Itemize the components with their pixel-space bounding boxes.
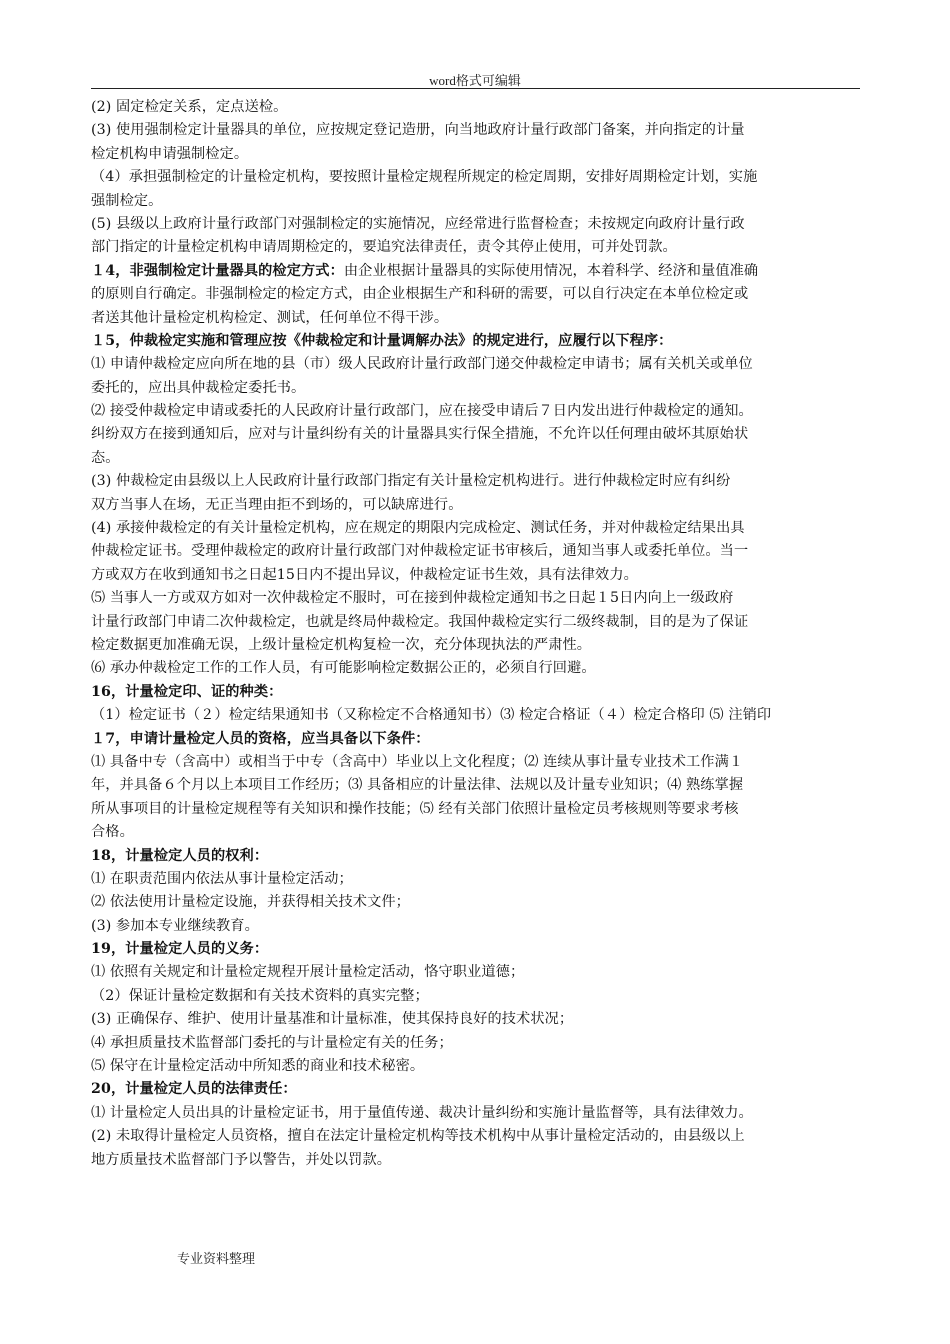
text-line: [91, 260, 860, 283]
text-line: 年，并具备６个月以上本项目工作经历；⑶ 具备相应的计量法律、法规以及计量专业知识；⑷ 熟练掌握: [91, 777, 744, 794]
text-line: (3) 参加本专业继续教育。: [91, 917, 259, 934]
text-line: 合格。: [91, 824, 134, 841]
text-line: 20，计量检定人员的法律责任：: [91, 1081, 297, 1098]
text-line: (3) 仲裁检定由县级以上人民政府计量行政部门指定有关计量检定机构进行。进行仲裁检定时应有纠纷: [91, 473, 731, 490]
text-line: （2）保证计量检定数据和有关技术资料的真实完整；: [91, 987, 429, 1004]
text-line: ⑵ 接受仲裁检定申请或委托的人民政府计量行政部门，应在接受申请后７日内发出进行仲裁检定的通知。: [91, 403, 753, 420]
text-line: 纠纷双方在接到通知后，应对与计量纠纷有关的计量器具实行保全措施，不允许以任何理由破坏其原始状: [91, 426, 749, 443]
text-line: 的原则自行确定。非强制检定的检定方式，由企业根据生产和科研的需要，可以自行决定在本单位检定或: [91, 286, 749, 303]
text-line: 16，计量检定印、证的种类：: [91, 683, 283, 700]
text-line: 检定机构申请强制检定。: [91, 145, 249, 162]
text-line: ⑴ 依照有关规定和计量检定规程开展计量检定活动，恪守职业道德；: [91, 964, 525, 981]
text-line: 计量行政部门申请二次仲裁检定，也就是终局仲裁检定。我国仲裁检定实行二级终裁制，目的是为了保证: [91, 613, 749, 630]
line-bold-prefix: １4，非强制检定计量器具的检定方式：: [91, 262, 344, 279]
text-line: （1）检定证书（２）检定结果通知书（又称检定不合格通知书）⑶ 检定合格证（４）检定合格印 ⑸ 注销印: [91, 707, 772, 724]
text-line: 仲裁检定证书。受理仲裁检定的政府计量行政部门对仲裁检定证书审核后，通知当事人或委托单位。当一: [91, 543, 749, 560]
text-line: １5，仲裁检定实施和管理应按《仲裁检定和计量调解办法》的规定进行，应履行以下程序：: [91, 332, 673, 349]
text-line: ⑴ 在职责范围内依法从事计量检定活动；: [91, 870, 353, 887]
text-line: (2) 未取得计量检定人员资格，擅自在法定计量检定机构等技术机构中从事计量检定活动的，由县级以上: [91, 1128, 745, 1145]
text-line: 地方质量技术监督部门予以警告，并处以罚款。: [91, 1151, 392, 1168]
text-line: 检定数据更加准确无误，上级计量检定机构复检一次，充分体现执法的严肃性。: [91, 636, 592, 653]
text-line: ⑸ 当事人一方或双方如对一次仲裁检定不服时，可在接到仲裁检定通知书之日起１5日内向上一级政府: [91, 590, 734, 607]
text-line: ⑴ 具备中专（含高中）或相当于中专（含高中）毕业以上文化程度；⑵ 连续从事计量专业技术工作满１: [91, 753, 744, 770]
text-line: １7，申请计量检定人员的资格，应当具备以下条件：: [91, 730, 430, 747]
text-line: ⑸ 保守在计量检定活动中所知悉的商业和技术秘密。: [91, 1058, 425, 1075]
text-line: 双方当事人在场，无正当理由拒不到场的，可以缺席进行。: [91, 496, 463, 513]
page-footer: 专业资料整理: [177, 1251, 256, 1266]
text-line: （4）承担强制检定的计量检定机构，要按照计量检定规程所规定的检定周期，安排好周期检定计划，实施: [91, 169, 758, 186]
text-line: 方或双方在收到通知书之日起15日内不提出异议，仲裁检定证书生效，具有法律效力。: [91, 566, 638, 583]
line-rest: 由企业根据计量器具的实际使用情况，本着科学、经济和量值准确: [343, 262, 759, 279]
text-line: ⑷ 承担质量技术监督部门委托的与计量检定有关的任务；: [91, 1034, 453, 1051]
text-line: 18，计量检定人员的权利：: [91, 847, 269, 864]
text-line: (3) 使用强制检定计量器具的单位，应按规定登记造册，向当地政府计量行政部门备案，并向指定的计量: [91, 122, 745, 139]
text-line: 强制检定。: [91, 192, 163, 209]
text-line: 者送其他计量检定机构检定、测试，任何单位不得干涉。: [91, 309, 449, 326]
text-line: (2) 固定检定关系，定点送检。: [91, 99, 288, 115]
text-line: ⑵ 依法使用计量检定设施，并获得相关技术文件；: [91, 894, 410, 911]
text-line: 部门指定的计量检定机构申请周期检定的，要追究法律责任，责令其停止使用，可并处罚款。: [91, 239, 677, 256]
text-line: 态。: [91, 449, 120, 466]
text-line: ⑴ 计量检定人员出具的计量检定证书，用于量值传递、裁决计量纠纷和实施计量监督等，具有法律效力。: [91, 1104, 753, 1121]
text-line: 19，计量检定人员的义务：: [91, 941, 269, 958]
page-header: word格式可编辑: [429, 73, 521, 88]
text-line: 委托的，应出具仲裁检定委托书。: [91, 379, 306, 396]
text-line: (4) 承接仲裁检定的有关计量检定机构，应在规定的期限内完成检定、测试任务，并对仲裁检定结果出具: [91, 520, 745, 537]
text-line: ⑴ 申请仲裁检定应向所在地的县（市）级人民政府计量行政部门递交仲裁检定申请书；属有关机关或单位: [91, 356, 753, 373]
document-body: [91, 96, 860, 1172]
text-line: ⑹ 承办仲裁检定工作的工作人员，有可能影响检定数据公正的，必须自行回避。: [91, 660, 596, 677]
text-line: (3) 正确保存、维护、使用计量基准和计量标准，使其保持良好的技术状况；: [91, 1011, 574, 1028]
text-line: 所从事项目的计量检定规程等有关知识和操作技能；⑸ 经有关部门依照计量检定员考核规则等要求考核: [91, 800, 739, 817]
text-line: (5) 县级以上政府计量行政部门对强制检定的实施情况，应经常进行监督检查；未按规定向政府计量行政: [91, 215, 745, 232]
header-rule: [91, 88, 860, 89]
